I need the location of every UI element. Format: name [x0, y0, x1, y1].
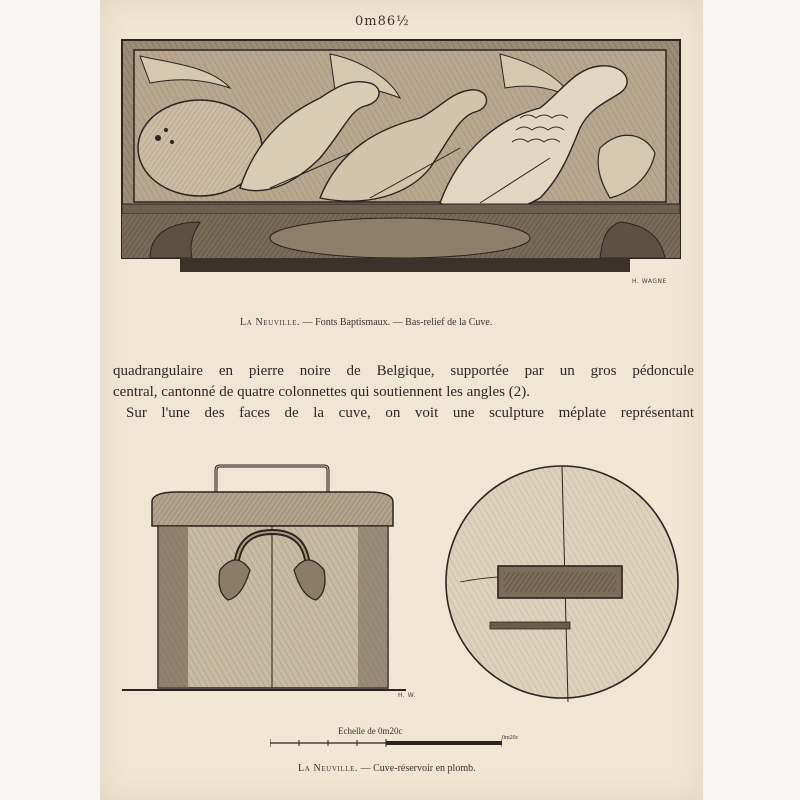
scale-label: Echelle de 0m20c — [338, 726, 403, 736]
body-text-line-2: central, cantonné de quatre colonnettes qui soutiennent les angles (2). — [113, 384, 530, 400]
caption-top-place: La Neuville. — [240, 317, 301, 328]
bas-relief-illustration — [120, 38, 682, 290]
caption-top-text: — Fonts Baptismaux. — Bas-relief de la Cuve. — [302, 317, 493, 328]
scale-bar — [270, 738, 502, 748]
caption-bottom-text: — Cuve-réservoir en plomb. — [360, 763, 476, 774]
reservoir-tank-illustration — [118, 462, 408, 702]
body-text-line-3: Sur l'une des faces de la cuve, on voit une sculpture méplate représentant — [126, 405, 694, 421]
scale-end-label: 0m20c — [502, 735, 519, 741]
caption-top — [240, 317, 492, 328]
artist-signature-top: H. WAGNE — [632, 278, 667, 285]
caption-bottom-place: La Neuville. — [298, 763, 359, 774]
reservoir-lid-illustration — [440, 462, 690, 702]
body-text-line-1: quadrangulaire en pierre noire de Belgique, supportée par un gros pédoncule — [113, 363, 694, 379]
page-number: 0m86½ — [355, 14, 410, 29]
artist-signature-bottom: H. W. — [398, 692, 416, 699]
caption-bottom — [298, 763, 476, 774]
